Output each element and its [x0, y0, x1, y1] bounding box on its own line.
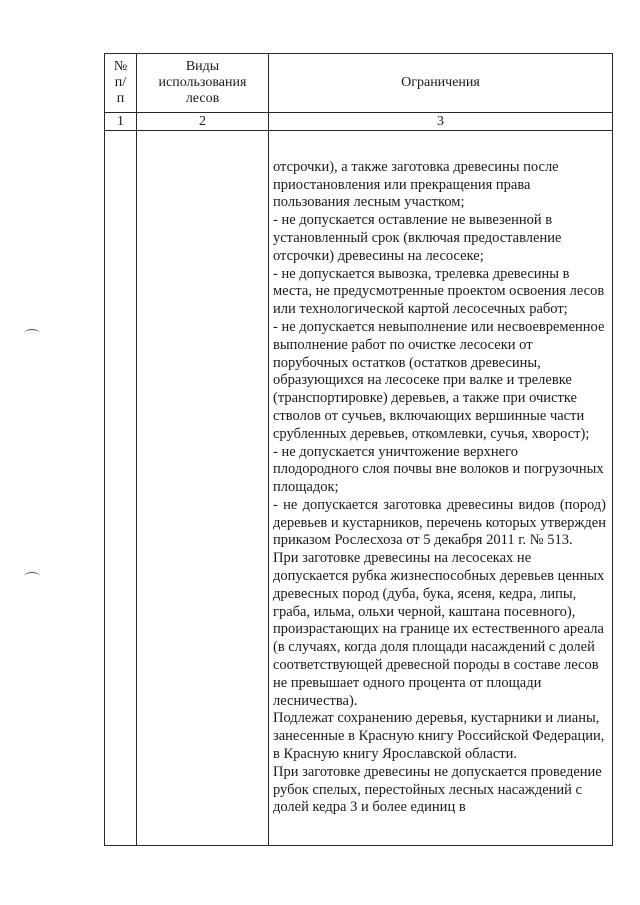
header-restrictions: Ограничения	[269, 54, 613, 113]
restrictions-table	[104, 53, 613, 846]
restriction-paragraph: При заготовке древесины на лесосеках не допускается рубка жизнеспособных деревьев ценных древесных пород (дуба, бука, ясеня, кедра, липы, граба, ильма, ольхи черной, каштана посевного), произрастающих на границе их естественного ареала (в случаях, когда доля площади насаждений с долей соответствующей древесной породы в составе лесов не превышает одного процента от площади лесничества).	[273, 550, 605, 709]
restriction-paragraph: - не допускается уничтожение верхнего плодородного слоя почвы вне волоков и погрузочных площадок;	[273, 443, 604, 496]
restriction-paragraph: - не допускается оставление не вывезенной в установленный срок (включая предоставление отсрочки) древесины на лесосеке;	[273, 212, 562, 264]
column-number: 1	[105, 113, 137, 131]
restriction-paragraph: - не допускается вывозка, трелевка древесины в места, не предусмотренные проектом освоения лесов или технологической картой лесосечных работ;	[273, 265, 605, 318]
kind-cell	[137, 131, 269, 846]
column-number: 2	[137, 113, 269, 131]
header-kind-line: использования	[158, 75, 247, 90]
restriction-paragraph: - не допускается заготовка древесины видов (пород) деревьев и кустарников, перечень которых утвержден приказом Рослесхоза от 5 декабря 2011 г. № 513.	[273, 496, 606, 549]
header-number-line: №	[113, 59, 128, 74]
restriction-paragraph: отсрочки), а также заготовка древесины после приостановления или прекращения права пользования лесным участком;	[273, 158, 559, 211]
restriction-paragraph: - не допускается невыполнение или несвоевременное выполнение работ по очистке лесосеки от порубочных остатков (остатков древесины, образующихся на лесосеке при валке и трелевке (транспортировке) деревьев, а также при очистке стволов от сучьев, включающих вершинные части срубленных деревьев, откомлевки, сучья, хворост);	[273, 318, 605, 442]
header-kind-line: Виды	[185, 59, 220, 74]
column-number: 3	[269, 113, 613, 131]
restriction-paragraph: Подлежат сохранению деревья, кустарники и лианы, занесенные в Красную книгу Российской Федерации, в Красную книгу Ярославской области.	[273, 710, 605, 763]
header-number	[105, 54, 137, 113]
header-number-line: п/	[114, 75, 127, 90]
header-number-line: п	[116, 91, 125, 106]
restriction-paragraph: При заготовке древесины не допускается проведение рубок спелых, перестойных лесных насаждений с долей кедра 3 и более единиц в	[273, 763, 602, 816]
table-row	[105, 131, 613, 846]
restrictions-cell	[269, 131, 613, 846]
column-numbers-row	[105, 113, 613, 131]
table-header-row	[105, 54, 613, 113]
margin-mark	[24, 329, 40, 338]
number-cell	[105, 131, 137, 846]
margin-mark	[24, 572, 40, 581]
header-kind	[137, 54, 269, 113]
header-kind-line: лесов	[185, 91, 220, 106]
